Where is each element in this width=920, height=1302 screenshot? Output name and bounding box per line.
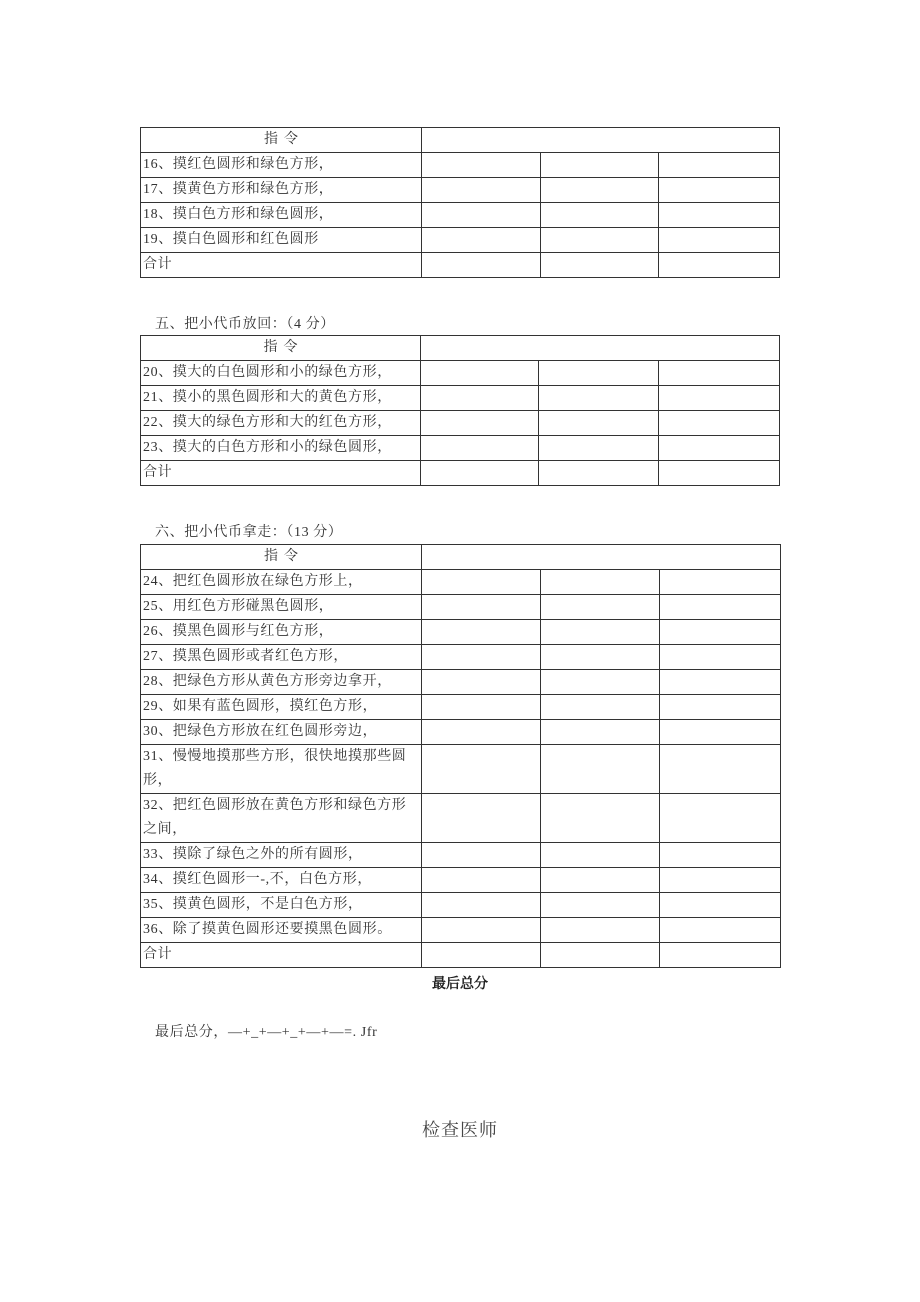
score-cell: [422, 918, 541, 943]
instruction-cell: 29、如果有蓝色圆形，摸红色方形，: [141, 695, 422, 720]
score-cell: [660, 720, 781, 745]
instruction-cell: 24、把红色圆形放在绿色方形上，: [141, 570, 422, 595]
table-row: [141, 203, 780, 228]
score-cell: [660, 620, 781, 645]
instruction-column-header: 指令: [141, 128, 422, 153]
instruction-cell: 23、摸大的白色方形和小的绿色圆形，: [141, 436, 421, 461]
instruction-cell: 20、摸大的白色圆形和小的绿色方形，: [141, 361, 421, 386]
score-cell: [539, 436, 659, 461]
section-6-heading: 六、把小代币拿走：（13 分）: [155, 525, 343, 540]
table-row: [141, 794, 781, 843]
score-cell: [660, 645, 781, 670]
score-cell: [541, 570, 660, 595]
examiner-label: 检查医师: [422, 1120, 498, 1140]
table-row: [141, 918, 781, 943]
instruction-cell: 26、摸黑色圆形与红色方形，: [141, 620, 422, 645]
score-cell: [422, 794, 541, 843]
score-cell: [659, 178, 780, 203]
score-cell: [659, 386, 780, 411]
instruction-cell: 27、摸黑色圆形或者红色方形，: [141, 645, 422, 670]
score-cell: [659, 203, 780, 228]
table-row: [141, 843, 781, 868]
instruction-cell: 16、摸红色圆形和绿色方形，: [141, 153, 422, 178]
instruction-cell: 22、摸大的绿色方形和大的红色方形，: [141, 411, 421, 436]
score-cell: [660, 918, 781, 943]
score-cell: [422, 253, 541, 278]
table-row: [141, 595, 781, 620]
score-cell: [541, 794, 660, 843]
score-cell: [422, 745, 541, 794]
score-cell: [422, 695, 541, 720]
score-cell: [421, 411, 539, 436]
score-cell: [660, 670, 781, 695]
score-cell: [539, 386, 659, 411]
total-row: [141, 943, 781, 968]
score-cell: [659, 361, 780, 386]
score-cell: [659, 228, 780, 253]
score-cell: [541, 868, 660, 893]
score-cell: [541, 253, 659, 278]
score-cell: [660, 595, 781, 620]
section-5-heading: 五、把小代币放回：（4 分）: [155, 317, 335, 332]
score-cell: [539, 361, 659, 386]
instruction-cell: 21、摸小的黑色圆形和大的黄色方形，: [141, 386, 421, 411]
score-cell: [541, 843, 660, 868]
instruction-cell: 36、除了摸黄色圆形还要摸黑色圆形。: [141, 918, 422, 943]
score-cell: [421, 361, 539, 386]
score-cell: [541, 893, 660, 918]
table-row: [141, 670, 781, 695]
table-row: [141, 720, 781, 745]
score-cell: [659, 461, 780, 486]
table-row: [141, 645, 781, 670]
instruction-cell: 25、用红色方形碰黑色圆形，: [141, 595, 422, 620]
table-row: [141, 411, 780, 436]
table-row: [141, 178, 780, 203]
score-cell: [659, 411, 780, 436]
table-row: [141, 893, 781, 918]
score-cell: [422, 943, 541, 968]
total-row: [141, 253, 780, 278]
score-cell: [660, 843, 781, 868]
score-cell: [660, 943, 781, 968]
score-cell: [541, 720, 660, 745]
score-cell: [659, 253, 780, 278]
score-cell: [422, 893, 541, 918]
score-cell: [422, 868, 541, 893]
instruction-cell: 17、摸黄色方形和绿色方形，: [141, 178, 422, 203]
score-cell: [422, 595, 541, 620]
table-header-row: [141, 128, 780, 153]
total-row: [141, 461, 780, 486]
score-cell: [659, 436, 780, 461]
table-header-row: [141, 545, 781, 570]
table-row: [141, 153, 780, 178]
score-cell: [422, 670, 541, 695]
instruction-cell: 35、摸黄色圆形，不是白色方形，: [141, 893, 422, 918]
final-score-line: 最后总分，—+_+—+_+—+—=. Jfr: [155, 1025, 378, 1040]
instruction-cell: 34、摸红色圆形一-,不，白色方形，: [141, 868, 422, 893]
score-cell: [541, 645, 660, 670]
score-cell: [422, 153, 541, 178]
score-cell: [541, 620, 660, 645]
total-label: 合计: [141, 943, 422, 968]
score-cell: [422, 645, 541, 670]
score-cell: [541, 745, 660, 794]
table-row: [141, 745, 781, 794]
instruction-cell: 33、摸除了绿色之外的所有圆形，: [141, 843, 422, 868]
score-cell: [541, 943, 660, 968]
instruction-table-1: [140, 127, 780, 278]
table-row: [141, 570, 781, 595]
instruction-column-header: 指令: [141, 545, 422, 570]
score-cell: [422, 228, 541, 253]
instruction-cell: 19、摸白色圆形和红色圆形: [141, 228, 422, 253]
score-cell: [422, 203, 541, 228]
instruction-table-2: [140, 335, 780, 486]
score-cell: [541, 918, 660, 943]
table-row: [141, 620, 781, 645]
score-cell: [541, 695, 660, 720]
instruction-cell: 32、把红色圆形放在黄色方形和绿色方形之间，: [141, 794, 422, 843]
score-cell: [660, 794, 781, 843]
score-cell: [421, 461, 539, 486]
score-cell: [422, 178, 541, 203]
score-cell: [422, 570, 541, 595]
score-cell: [539, 461, 659, 486]
instruction-cell: 18、摸白色方形和绿色圆形，: [141, 203, 422, 228]
score-cell: [539, 411, 659, 436]
score-cell: [660, 570, 781, 595]
score-cell: [541, 153, 659, 178]
table-row: [141, 868, 781, 893]
score-header-cell: [421, 336, 780, 361]
score-header-cell: [422, 545, 781, 570]
final-score-title: 最后总分: [432, 975, 488, 991]
score-cell: [660, 695, 781, 720]
instruction-cell: 30、把绿色方形放在红色圆形旁边，: [141, 720, 422, 745]
score-cell: [422, 620, 541, 645]
instruction-cell: 31、慢慢地摸那些方形，很快地摸那些圆形，: [141, 745, 422, 794]
score-cell: [421, 436, 539, 461]
table-row: [141, 695, 781, 720]
instruction-table-3: [140, 544, 781, 968]
score-cell: [660, 745, 781, 794]
table-row: [141, 228, 780, 253]
table-row: [141, 361, 780, 386]
table-row: [141, 436, 780, 461]
score-cell: [422, 720, 541, 745]
score-header-cell: [422, 128, 780, 153]
score-cell: [541, 228, 659, 253]
score-cell: [421, 386, 539, 411]
score-cell: [541, 595, 660, 620]
score-cell: [422, 843, 541, 868]
instruction-column-header: 指令: [141, 336, 421, 361]
score-cell: [541, 178, 659, 203]
table-row: [141, 386, 780, 411]
score-cell: [659, 153, 780, 178]
instruction-cell: 28、把绿色方形从黄色方形旁边拿开，: [141, 670, 422, 695]
table-header-row: [141, 336, 780, 361]
total-label: 合计: [141, 461, 421, 486]
score-cell: [541, 203, 659, 228]
score-cell: [660, 868, 781, 893]
score-cell: [541, 670, 660, 695]
total-label: 合计: [141, 253, 422, 278]
score-cell: [660, 893, 781, 918]
